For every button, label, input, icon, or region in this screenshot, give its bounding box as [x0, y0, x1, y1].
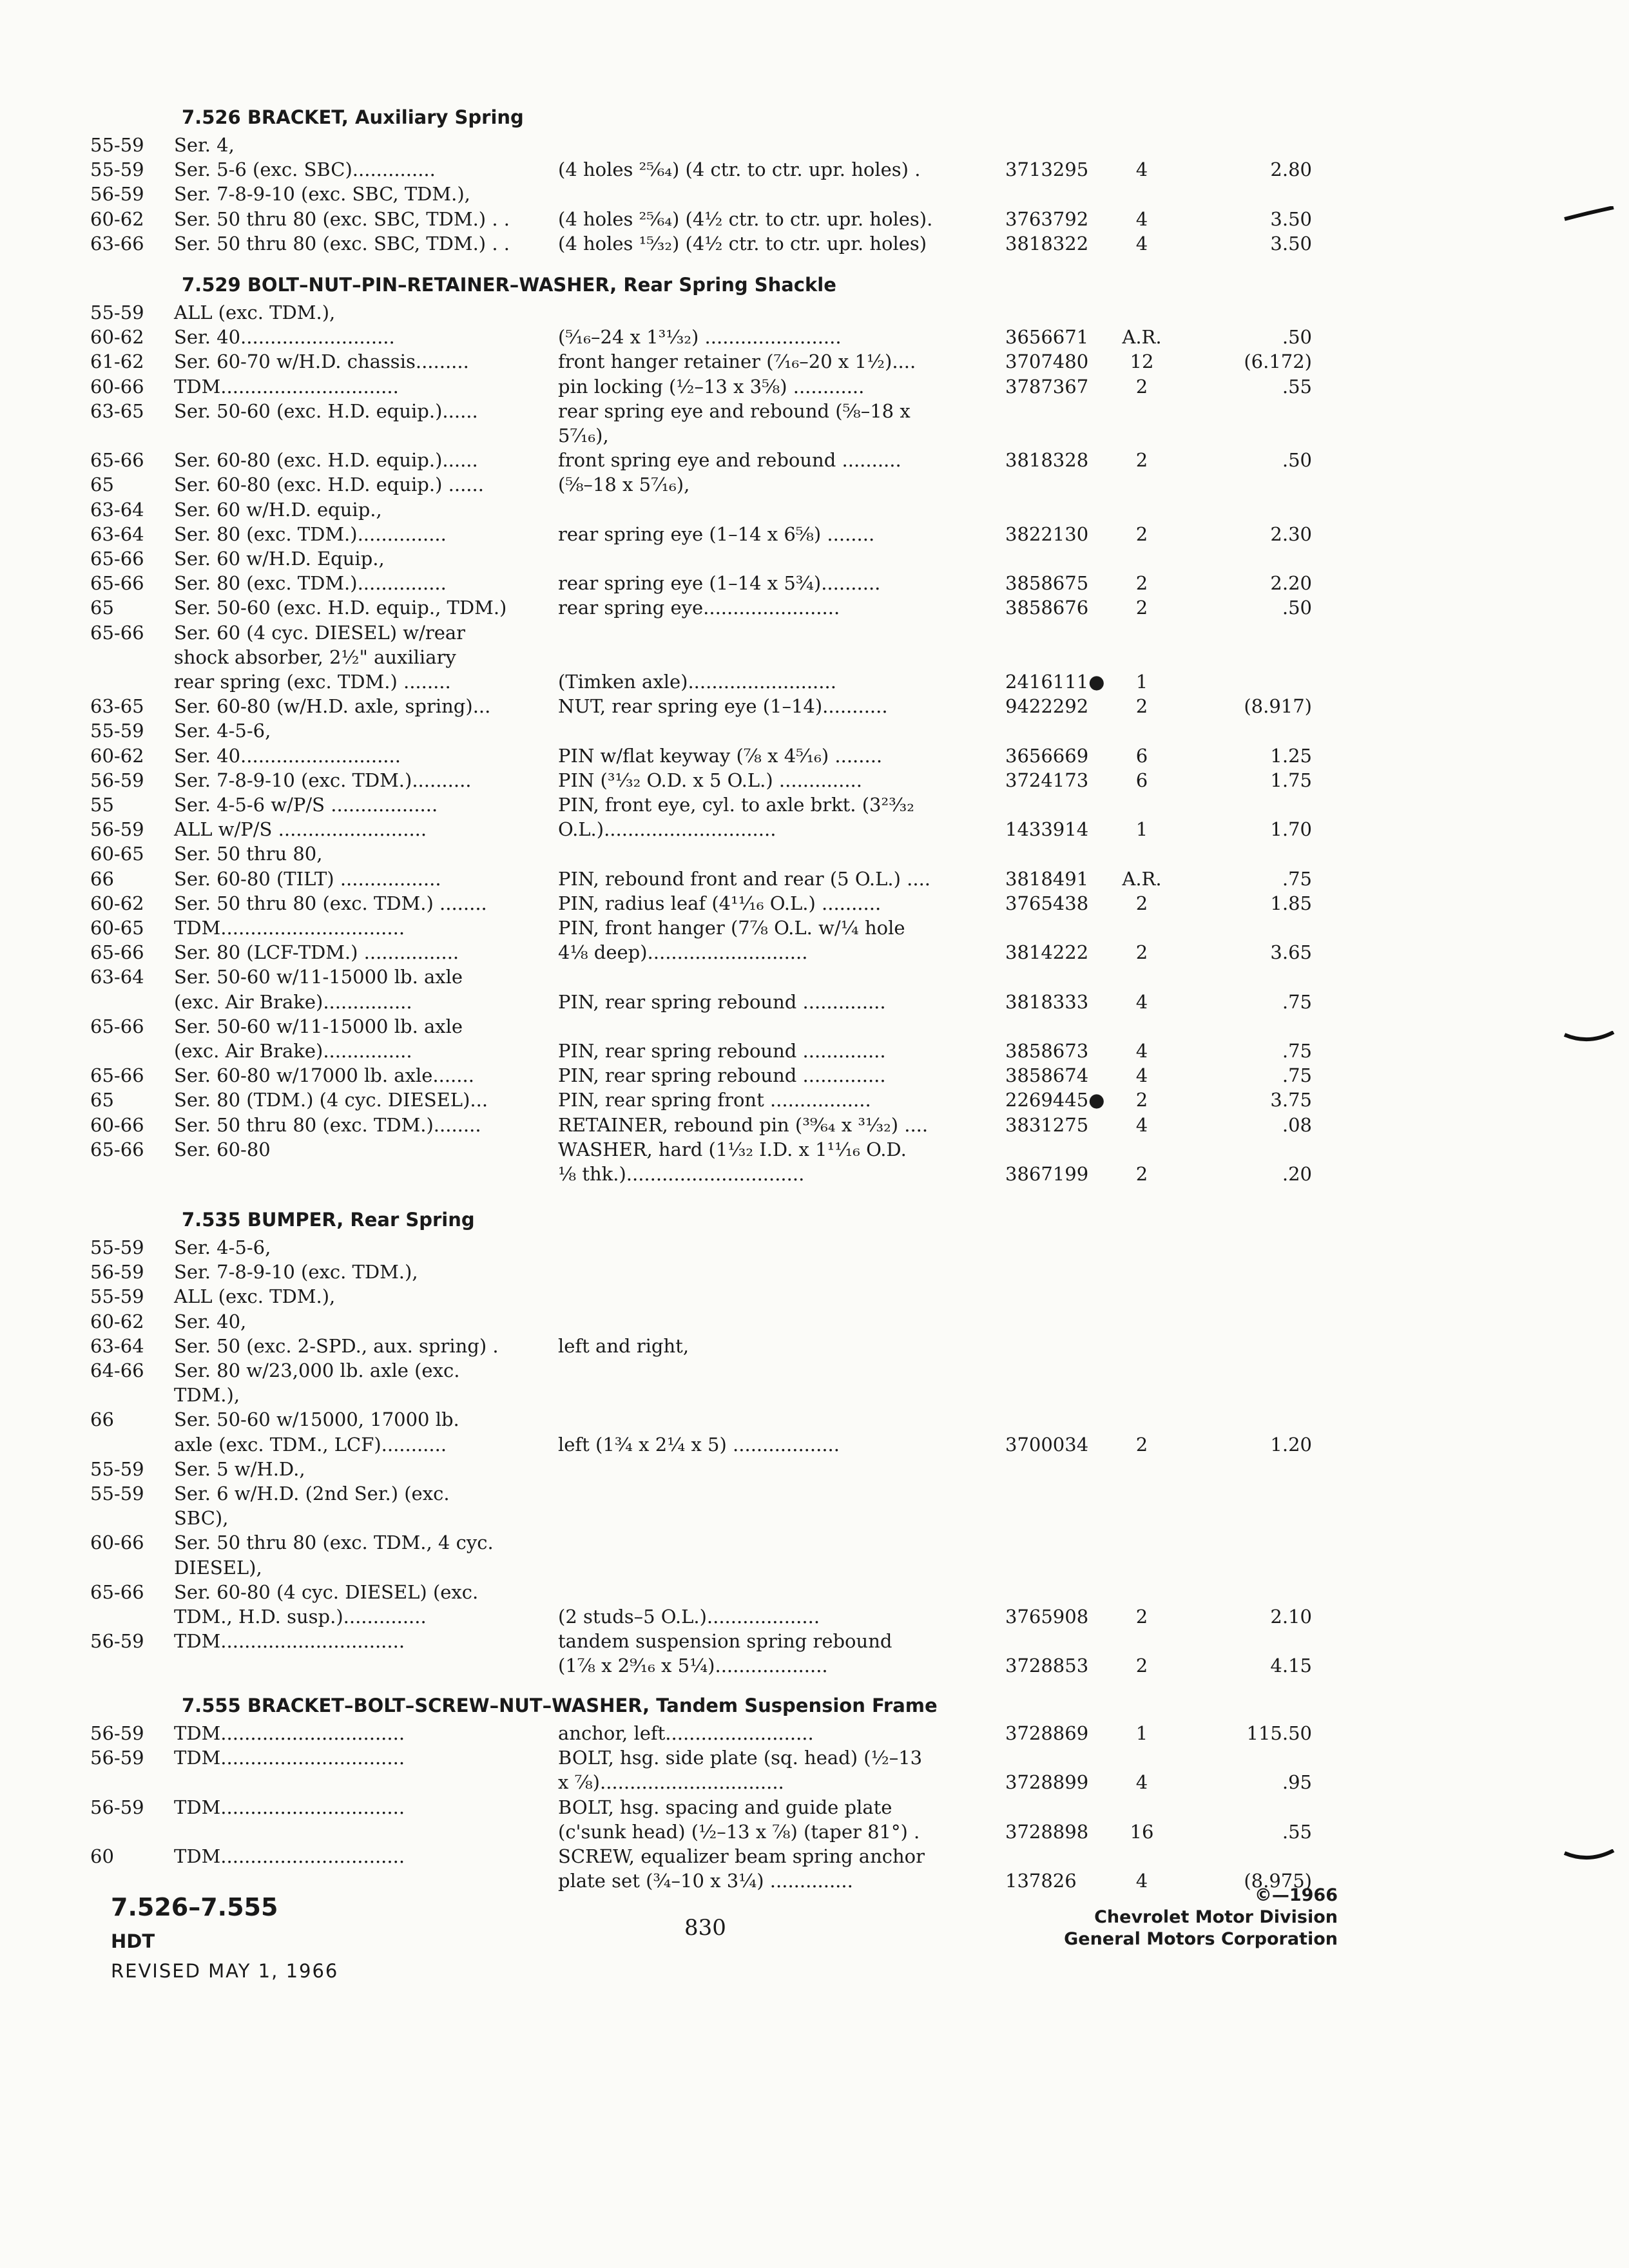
series-applicability: Ser. 60-80 (TILT) .................: [174, 868, 441, 890]
series-applicability: TDM...............................: [174, 1630, 405, 1652]
list-price: .75: [1282, 991, 1312, 1013]
model-years: 63-65: [90, 695, 144, 717]
list-price: .50: [1282, 449, 1312, 471]
series-applicability: Ser. 60-80 w/17000 lb. axle.......: [174, 1064, 474, 1086]
list-price: 3.75: [1270, 1089, 1312, 1111]
series-applicability: DIESEL),: [174, 1557, 262, 1579]
part-number: 3858674: [1005, 1064, 1089, 1086]
quantity: 1: [1135, 671, 1148, 693]
model-years: 65: [90, 597, 114, 619]
series-applicability: Ser. 80 (LCF-TDM.) ................: [174, 941, 459, 963]
part-description: PIN, rear spring rebound ..............: [558, 1040, 886, 1062]
model-years: 65-66: [90, 1064, 144, 1086]
series-applicability: Ser. 6 w/H.D. (2nd Ser.) (exc.: [174, 1483, 450, 1504]
part-description: BOLT, hsg. side plate (sq. head) (½–13: [558, 1747, 923, 1769]
series-applicability: Ser. 7-8-9-10 (exc. TDM.)..........: [174, 769, 472, 791]
series-applicability: Ser. 4-5-6 w/P/S ..................: [174, 794, 438, 816]
model-years: 60-65: [90, 843, 144, 865]
list-price: .75: [1282, 1064, 1312, 1086]
series-applicability: ALL w/P/S .........................: [174, 818, 427, 840]
model-years: 60-62: [90, 1311, 144, 1332]
list-price: 2.10: [1270, 1606, 1312, 1628]
model-years: 56-59: [90, 769, 144, 791]
series-applicability: Ser. 40...........................: [174, 745, 401, 767]
quantity: 2: [1135, 572, 1148, 594]
series-applicability: Ser. 60 (4 cyc. DIESEL) w/rear: [174, 622, 466, 644]
list-price: .75: [1282, 1040, 1312, 1062]
series-applicability: TDM., H.D. susp.)..............: [174, 1606, 427, 1628]
part-description: front hanger retainer (⁷⁄₁₆–20 x 1½)....: [558, 351, 916, 372]
part-number: 3713295: [1005, 159, 1089, 180]
quantity: 6: [1135, 769, 1148, 791]
section-heading: 7.526 BRACKET, Auxiliary Spring: [182, 106, 524, 128]
series-applicability: Ser. 60 w/H.D. Equip.,: [174, 548, 385, 570]
quantity: 2: [1135, 376, 1148, 398]
part-description: PIN, rebound front and rear (5 O.L.) ....: [558, 868, 931, 890]
part-number: 3858676: [1005, 597, 1089, 619]
series-applicability: Ser. 50 thru 80 (exc. TDM.)........: [174, 1114, 481, 1136]
quantity: 1: [1135, 818, 1148, 840]
part-description: rear spring eye.......................: [558, 597, 840, 619]
part-number: 3728899: [1005, 1771, 1089, 1793]
part-description: BOLT, hsg. spacing and guide plate: [558, 1796, 892, 1818]
part-number: 3822130: [1005, 523, 1089, 545]
model-years: 65-66: [90, 548, 144, 570]
model-years: 60-62: [90, 208, 144, 230]
list-price: .95: [1282, 1771, 1312, 1793]
model-years: 64-66: [90, 1360, 144, 1381]
list-price: 2.30: [1270, 523, 1312, 545]
series-applicability: Ser. 60-80 (exc. H.D. equip.) ......: [174, 474, 484, 495]
list-price: .08: [1282, 1114, 1312, 1136]
division-name: Chevrolet Motor Division: [1094, 1907, 1338, 1927]
quantity: 2: [1135, 523, 1148, 545]
section-heading: 7.529 BOLT–NUT–PIN–RETAINER–WASHER, Rear Spring Shackle: [182, 274, 836, 296]
model-years: 63-64: [90, 1335, 144, 1357]
model-years: 65-66: [90, 941, 144, 963]
series-applicability: Ser. 40..........................: [174, 326, 395, 348]
part-description: ⅛ thk.)..............................: [558, 1163, 805, 1185]
part-description: (4 holes ²⁵⁄₆₄) (4 ctr. to ctr. upr. holes) .: [558, 159, 921, 180]
series-applicability: rear spring (exc. TDM.) ........: [174, 671, 451, 693]
model-years: 60-66: [90, 376, 144, 398]
quantity: 4: [1135, 159, 1148, 180]
list-price: .55: [1282, 1821, 1312, 1843]
part-description: 5⁷⁄₁₆),: [558, 425, 609, 447]
series-applicability: SBC),: [174, 1507, 229, 1529]
model-years: 56-59: [90, 818, 144, 840]
model-years: 60: [90, 1845, 114, 1867]
part-number: 3818491: [1005, 868, 1089, 890]
part-description: (4 holes ²⁵⁄₆₄) (4½ ctr. to ctr. upr. holes).: [558, 208, 933, 230]
list-price: (8.917): [1244, 695, 1312, 717]
series-applicability: Ser. 80 (exc. TDM.)...............: [174, 523, 447, 545]
part-number: 3765438: [1005, 892, 1089, 914]
section-range: 7.526–7.555: [111, 1893, 278, 1921]
model-years: 56-59: [90, 183, 144, 205]
series-applicability: Ser. 60-80 (4 cyc. DIESEL) (exc.: [174, 1581, 479, 1603]
model-years: 60-62: [90, 745, 144, 767]
part-description: rear spring eye (1–14 x 5¾)..........: [558, 572, 881, 594]
series-applicability: Ser. 40,: [174, 1311, 247, 1332]
series-applicability: Ser. 50 thru 80,: [174, 843, 323, 865]
series-applicability: Ser. 50 thru 80 (exc. TDM.) ........: [174, 892, 487, 914]
part-description: (1⅞ x 2⁹⁄₁₆ x 5¼)...................: [558, 1655, 828, 1677]
model-years: 55-59: [90, 1236, 144, 1258]
series-applicability: Ser. 4-5-6,: [174, 1236, 271, 1258]
binding-mark: [1563, 1031, 1615, 1046]
part-number: 3707480: [1005, 351, 1089, 372]
part-number: 3656669: [1005, 745, 1089, 767]
series-applicability: Ser. 80 w/23,000 lb. axle (exc.: [174, 1360, 460, 1381]
quantity: 6: [1135, 745, 1148, 767]
model-years: 63-64: [90, 966, 144, 988]
part-description: PIN, radius leaf (4¹¹⁄₁₆ O.L.) ..........: [558, 892, 882, 914]
series-applicability: axle (exc. TDM., LCF)...........: [174, 1434, 447, 1456]
quantity: 4: [1135, 1040, 1148, 1062]
list-price: 115.50: [1246, 1722, 1312, 1744]
model-years: 63-64: [90, 523, 144, 545]
series-applicability: Ser. 50-60 w/11-15000 lb. axle: [174, 1015, 463, 1037]
list-price: .50: [1282, 326, 1312, 348]
part-description: front spring eye and rebound ..........: [558, 449, 901, 471]
series-applicability: Ser. 50 thru 80 (exc. SBC, TDM.) . .: [174, 233, 510, 255]
list-price: 1.70: [1270, 818, 1312, 840]
part-description: (Timken axle).........................: [558, 671, 836, 693]
series-applicability: Ser. 7-8-9-10 (exc. TDM.),: [174, 1261, 418, 1283]
quantity: 2: [1135, 892, 1148, 914]
part-number: 2416111●: [1005, 671, 1105, 693]
series-applicability: ALL (exc. TDM.),: [174, 1285, 336, 1307]
part-number: 3831275: [1005, 1114, 1089, 1136]
part-description: WASHER, hard (1¹⁄₃₂ I.D. x 1¹¹⁄₁₆ O.D.: [558, 1139, 907, 1160]
quantity: 2: [1135, 1089, 1148, 1111]
series-applicability: TDM...............................: [174, 1722, 405, 1744]
part-description: PIN w/flat keyway (⅞ x 4⁵⁄₁₆) ........: [558, 745, 883, 767]
series-applicability: Ser. 60-80 (exc. H.D. equip.)......: [174, 449, 478, 471]
list-price: .20: [1282, 1163, 1312, 1185]
model-years: 55-59: [90, 1458, 144, 1480]
part-number: 3728898: [1005, 1821, 1089, 1843]
model-years: 61-62: [90, 351, 144, 372]
list-price: (6.172): [1244, 351, 1312, 372]
list-price: 1.25: [1270, 745, 1312, 767]
part-number: 3656671: [1005, 326, 1089, 348]
series-applicability: Ser. 50 thru 80 (exc. SBC, TDM.) . .: [174, 208, 510, 230]
series-applicability: TDM...............................: [174, 1747, 405, 1769]
part-number: 3858675: [1005, 572, 1089, 594]
part-number: 9422292: [1005, 695, 1089, 717]
part-description: PIN, rear spring rebound ..............: [558, 1064, 886, 1086]
copyright: ©—1966: [1254, 1885, 1338, 1905]
series-applicability: Ser. 5-6 (exc. SBC)..............: [174, 159, 436, 180]
quantity: 12: [1130, 351, 1154, 372]
part-number: 3818333: [1005, 991, 1089, 1013]
part-number: 1433914: [1005, 818, 1089, 840]
model-years: 55-59: [90, 302, 144, 323]
part-number: 3700034: [1005, 1434, 1089, 1456]
part-description: PIN (³¹⁄₃₂ O.D. x 5 O.L.) ..............: [558, 769, 862, 791]
part-description: left (1¾ x 2¼ x 5) ..................: [558, 1434, 840, 1456]
part-description: O.L.).............................: [558, 818, 776, 840]
quantity: 4: [1135, 1771, 1148, 1793]
quantity: 4: [1135, 1064, 1148, 1086]
part-description: x ⅞)...............................: [558, 1771, 784, 1793]
model-years: 56-59: [90, 1747, 144, 1769]
part-number: 3858673: [1005, 1040, 1089, 1062]
model-years: 56-59: [90, 1722, 144, 1744]
series-applicability: Ser. 50-60 (exc. H.D. equip., TDM.): [174, 597, 507, 619]
quantity: 1: [1135, 1722, 1148, 1744]
list-price: 1.75: [1270, 769, 1312, 791]
series-applicability: Ser. 60 w/H.D. equip.,: [174, 499, 382, 521]
part-description: rear spring eye (1–14 x 6⅝) ........: [558, 523, 875, 545]
part-description: rear spring eye and rebound (⅝–18 x: [558, 400, 911, 422]
page-number: 830: [684, 1915, 726, 1941]
part-number: 3867199: [1005, 1163, 1089, 1185]
series-applicability: Ser. 80 (exc. TDM.)...............: [174, 572, 447, 594]
quantity: 16: [1130, 1821, 1154, 1843]
series-applicability: Ser. 60-70 w/H.D. chassis.........: [174, 351, 469, 372]
quantity: 4: [1135, 233, 1148, 255]
part-number: 137826: [1005, 1870, 1077, 1892]
part-number: 3763792: [1005, 208, 1089, 230]
list-price: 3.65: [1270, 941, 1312, 963]
quantity: 2: [1135, 695, 1148, 717]
part-number: 3724173: [1005, 769, 1089, 791]
model-years: 65-66: [90, 1139, 144, 1160]
series-applicability: Ser. 50 thru 80 (exc. TDM., 4 cyc.: [174, 1532, 494, 1553]
quantity: A.R.: [1122, 326, 1162, 348]
quantity: 4: [1135, 208, 1148, 230]
list-price: 4.15: [1270, 1655, 1312, 1677]
model-years: 56-59: [90, 1630, 144, 1652]
part-description: left and right,: [558, 1335, 689, 1357]
series-applicability: Ser. 5 w/H.D.,: [174, 1458, 305, 1480]
corporation-name: General Motors Corporation: [1064, 1929, 1338, 1949]
model-years: 66: [90, 868, 114, 890]
list-price: 3.50: [1270, 233, 1312, 255]
model-years: 55-59: [90, 720, 144, 742]
part-number: 3728869: [1005, 1722, 1089, 1744]
part-description: (2 studs–5 O.L.)...................: [558, 1606, 820, 1628]
model-years: 60-66: [90, 1114, 144, 1136]
series-applicability: Ser. 50-60 w/15000, 17000 lb.: [174, 1408, 459, 1430]
part-description: PIN, rear spring front .................: [558, 1089, 871, 1111]
revised-date: REVISED MAY 1, 1966: [111, 1960, 339, 1982]
model-years: 55-59: [90, 134, 144, 156]
quantity: 2: [1135, 1434, 1148, 1456]
part-number: 3818322: [1005, 233, 1089, 255]
part-description: anchor, left.........................: [558, 1722, 814, 1744]
list-price: (8.975): [1244, 1870, 1312, 1892]
part-description: RETAINER, rebound pin (³⁹⁄₆₄ x ³¹⁄₃₂) ....: [558, 1114, 929, 1136]
series-applicability: TDM...............................: [174, 917, 405, 939]
quantity: 4: [1135, 1114, 1148, 1136]
series-applicability: Ser. 50-60 (exc. H.D. equip.)......: [174, 400, 478, 422]
part-description: plate set (¾–10 x 3¼) ..............: [558, 1870, 853, 1892]
model-years: 55-59: [90, 1483, 144, 1504]
binding-mark: [1563, 1849, 1615, 1865]
series-applicability: (exc. Air Brake)...............: [174, 1040, 412, 1062]
quantity: 4: [1135, 1870, 1148, 1892]
model-years: 56-59: [90, 1261, 144, 1283]
series-applicability: Ser. 7-8-9-10 (exc. SBC, TDM.),: [174, 183, 470, 205]
part-number: 3728853: [1005, 1655, 1089, 1677]
model-years: 63-65: [90, 400, 144, 422]
quantity: A.R.: [1122, 868, 1162, 890]
part-description: (⁵⁄₁₆–24 x 1³¹⁄₃₂) .......................: [558, 326, 842, 348]
model-years: 65-66: [90, 449, 144, 471]
list-price: .50: [1282, 597, 1312, 619]
series-applicability: (exc. Air Brake)...............: [174, 991, 412, 1013]
quantity: 2: [1135, 1606, 1148, 1628]
model-years: 60-65: [90, 917, 144, 939]
model-years: 65-66: [90, 622, 144, 644]
part-description: 4⅛ deep)...........................: [558, 941, 808, 963]
series-applicability: Ser. 4,: [174, 134, 235, 156]
section-heading: 7.555 BRACKET–BOLT–SCREW–NUT–WASHER, Tandem Suspension Frame: [182, 1695, 938, 1716]
part-description: NUT, rear spring eye (1–14)...........: [558, 695, 888, 717]
model-years: 63-64: [90, 499, 144, 521]
model-years: 55-59: [90, 159, 144, 180]
model-years: 66: [90, 1408, 114, 1430]
part-description: (4 holes ¹⁵⁄₃₂) (4½ ctr. to ctr. upr. holes): [558, 233, 927, 255]
model-years: 63-66: [90, 233, 144, 255]
list-price: .55: [1282, 376, 1312, 398]
list-price: 2.20: [1270, 572, 1312, 594]
series-applicability: Ser. 4-5-6,: [174, 720, 271, 742]
part-description: SCREW, equalizer beam spring anchor: [558, 1845, 925, 1867]
part-description: PIN, front hanger (7⅞ O.L. w/¼ hole: [558, 917, 905, 939]
series-applicability: TDM.),: [174, 1384, 240, 1406]
catalog-code: HDT: [111, 1930, 155, 1952]
quantity: 2: [1135, 449, 1148, 471]
model-years: 65-66: [90, 572, 144, 594]
model-years: 55-59: [90, 1285, 144, 1307]
series-applicability: TDM...............................: [174, 1845, 405, 1867]
quantity: 2: [1135, 1655, 1148, 1677]
part-description: (⅝–18 x 5⁷⁄₁₆),: [558, 474, 690, 495]
series-applicability: ALL (exc. TDM.),: [174, 302, 336, 323]
model-years: 60-62: [90, 892, 144, 914]
part-number: 3814222: [1005, 941, 1089, 963]
series-applicability: TDM..............................: [174, 376, 399, 398]
model-years: 55: [90, 794, 114, 816]
part-description: (c'sunk head) (½–13 x ⅞) (taper 81°) .: [558, 1821, 920, 1843]
series-applicability: Ser. 60-80 (w/H.D. axle, spring)...: [174, 695, 491, 717]
list-price: .75: [1282, 868, 1312, 890]
part-number: 3818328: [1005, 449, 1089, 471]
model-years: 65-66: [90, 1581, 144, 1603]
quantity: 2: [1135, 941, 1148, 963]
series-applicability: TDM...............................: [174, 1796, 405, 1818]
series-applicability: shock absorber, 2½" auxiliary: [174, 646, 456, 668]
series-applicability: Ser. 50-60 w/11-15000 lb. axle: [174, 966, 463, 988]
series-applicability: Ser. 50 (exc. 2-SPD., aux. spring) .: [174, 1335, 499, 1357]
model-years: 65: [90, 474, 114, 495]
quantity: 2: [1135, 1163, 1148, 1185]
binding-mark: [1563, 206, 1615, 222]
part-number: 3765908: [1005, 1606, 1089, 1628]
series-applicability: Ser. 80 (TDM.) (4 cyc. DIESEL)...: [174, 1089, 488, 1111]
model-years: 65-66: [90, 1015, 144, 1037]
list-price: 1.85: [1270, 892, 1312, 914]
part-description: pin locking (½–13 x 3⅝) ............: [558, 376, 865, 398]
series-applicability: Ser. 60-80: [174, 1139, 271, 1160]
part-description: PIN, rear spring rebound ..............: [558, 991, 886, 1013]
quantity: 2: [1135, 597, 1148, 619]
model-years: 60-62: [90, 326, 144, 348]
model-years: 56-59: [90, 1796, 144, 1818]
section-heading: 7.535 BUMPER, Rear Spring: [182, 1209, 475, 1231]
model-years: 65: [90, 1089, 114, 1111]
part-description: tandem suspension spring rebound: [558, 1630, 892, 1652]
quantity: 4: [1135, 991, 1148, 1013]
model-years: 60-66: [90, 1532, 144, 1553]
part-number: 2269445●: [1005, 1089, 1105, 1111]
list-price: 3.50: [1270, 208, 1312, 230]
part-number: 3787367: [1005, 376, 1089, 398]
list-price: 2.80: [1270, 159, 1312, 180]
list-price: 1.20: [1270, 1434, 1312, 1456]
part-description: PIN, front eye, cyl. to axle brkt. (3²³⁄₃₂: [558, 794, 914, 816]
